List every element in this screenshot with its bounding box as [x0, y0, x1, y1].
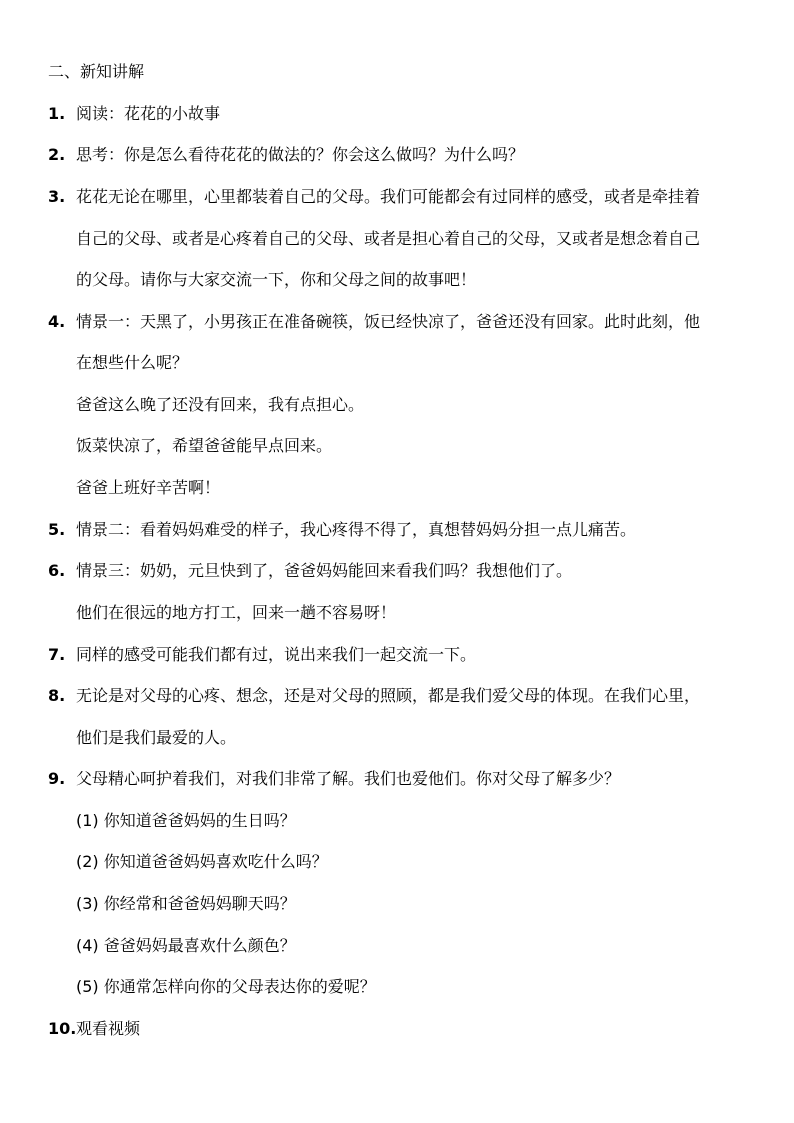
item-number-5: 5. [48, 520, 66, 539]
item-9-sub-2: (2) 你知道爸爸妈妈喜欢吃什么吗？ [76, 852, 328, 871]
item-9-sub-5: (5) 你通常怎样向你的父母表达你的爱呢？ [76, 977, 376, 996]
item-4-line-2: 在想些什么呢？ [76, 353, 189, 372]
item-3-line-2: 自己的父母、或者是心疼着自己的父母、或者是担心着自己的父母，又或者是想念着自己 [76, 229, 701, 248]
item-8-line-2: 他们是我们最爱的人。 [76, 728, 237, 747]
item-2-line-1: 思考：你是怎么看待花花的做法的？你会这么做吗？为什么吗？ [76, 145, 525, 164]
item-number-6: 6. [48, 561, 66, 580]
item-number-10: 10. [48, 1019, 77, 1038]
item-3-line-1: 花花无论在哪里，心里都装着自己的父母。我们可能都会有过同样的感受，或者是牵挂着 [76, 187, 701, 206]
section-title: 二、新知讲解 [48, 62, 145, 81]
item-number-4: 4. [48, 312, 66, 331]
item-5-line-1: 情景二：看着妈妈难受的样子，我心疼得不得了，真想替妈妈分担一点儿痛苦。 [76, 520, 637, 539]
item-number-3: 3. [48, 187, 66, 206]
item-4-line-4: 饭菜快凉了，希望爸爸能早点回来。 [76, 436, 333, 455]
item-9-line-1: 父母精心呵护着我们，对我们非常了解。我们也爱他们。你对父母了解多少？ [76, 769, 621, 788]
item-7-line-1: 同样的感受可能我们都有过，说出来我们一起交流一下。 [76, 645, 477, 664]
item-4-line-5: 爸爸上班好辛苦啊！ [76, 478, 221, 497]
item-number-9: 9. [48, 769, 66, 788]
item-1-line-1: 阅读：花花的小故事 [76, 104, 221, 123]
item-number-8: 8. [48, 686, 66, 705]
item-4-line-1: 情景一：天黑了，小男孩正在准备碗筷，饭已经快凉了，爸爸还没有回家。此时此刻，他 [76, 312, 701, 331]
item-number-7: 7. [48, 645, 66, 664]
item-6-line-1: 情景三：奶奶，元旦快到了，爸爸妈妈能回来看我们吗？我想他们了。 [76, 561, 573, 580]
item-3-line-3: 的父母。请你与大家交流一下，你和父母之间的故事吧！ [76, 270, 477, 289]
item-number-1: 1. [48, 104, 66, 123]
item-9-sub-4: (4) 爸爸妈妈最喜欢什么颜色？ [76, 936, 296, 955]
item-4-line-3: 爸爸这么晚了还没有回来，我有点担心。 [76, 395, 365, 414]
item-6-line-2: 他们在很远的地方打工，回来一趟不容易呀！ [76, 603, 397, 622]
item-8-line-1: 无论是对父母的心疼、想念，还是对父母的照顾，都是我们爱父母的体现。在我们心里， [76, 686, 701, 705]
item-9-sub-1: (1) 你知道爸爸妈妈的生日吗？ [76, 811, 296, 830]
item-9-sub-3: (3) 你经常和爸爸妈妈聊天吗？ [76, 894, 296, 913]
item-10-line-1: 观看视频 [76, 1019, 141, 1038]
item-number-2: 2. [48, 145, 66, 164]
